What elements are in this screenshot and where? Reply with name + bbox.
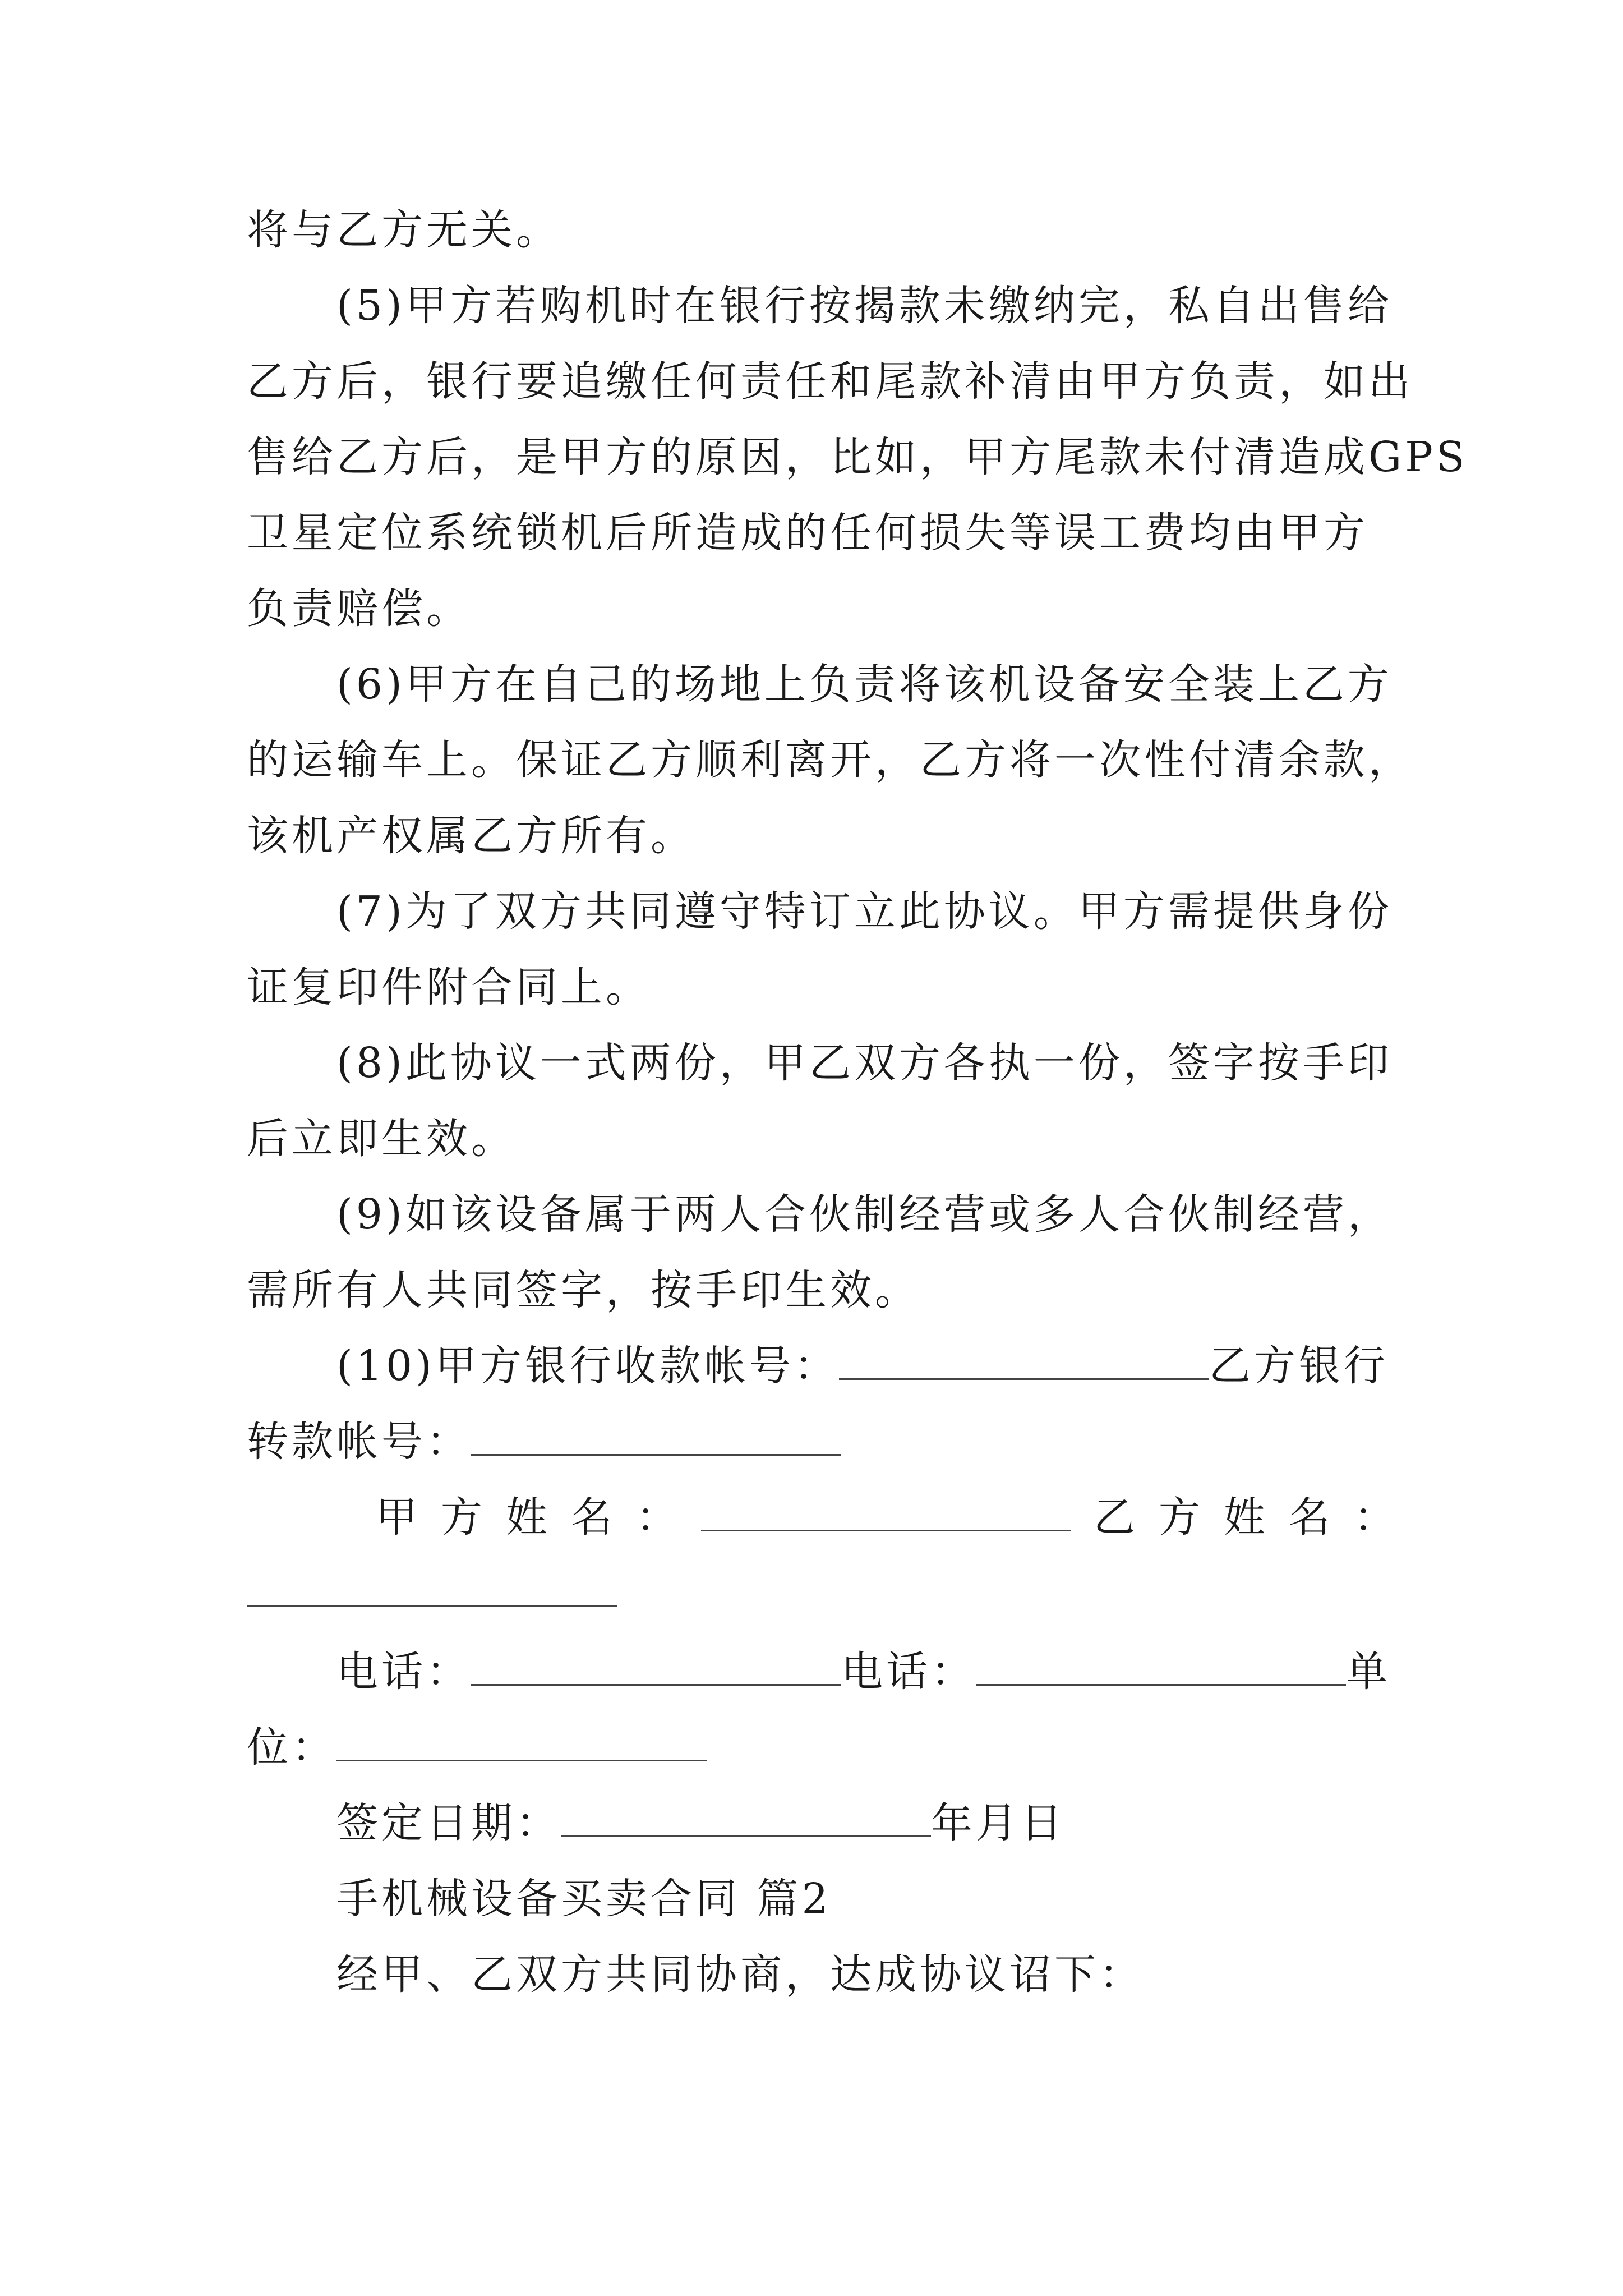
phone-row: [336, 1644, 1391, 1700]
phone-a-blank[interactable]: [471, 1645, 841, 1686]
unit-blank[interactable]: [336, 1720, 707, 1761]
clause-5-line: (5)甲方若购机时在银行按揭款未缴纳完，私自出售给: [336, 282, 1393, 330]
sign-date-suffix: 年月日: [931, 1799, 1066, 1847]
paragraph-line: 该机产权属乙方所有。: [247, 812, 695, 860]
clause-8-line: (8)此协议一式两份，甲乙双方各执一份，签字按手印: [336, 1039, 1393, 1087]
section-2-heading: 手机械设备买卖合同 篇2: [336, 1875, 832, 1923]
bank-account-b-blank[interactable]: [471, 1415, 841, 1456]
unit-label-cont: 位：: [247, 1723, 336, 1772]
sign-date-row: [336, 1795, 1066, 1851]
bank-account-b-row: [247, 1414, 841, 1470]
bank-account-a-label: (10)甲方银行收款帐号：: [336, 1342, 839, 1390]
names-row: [376, 1489, 1419, 1545]
unit-row: [247, 1719, 707, 1775]
paragraph-line: 的运输车上。保证乙方顺利离开，乙方将一次性付清余款，: [247, 736, 1413, 784]
paragraph-line: 需所有人共同签字，按手印生效。: [247, 1266, 920, 1314]
sign-date-blank[interactable]: [561, 1796, 931, 1837]
name-b-blank[interactable]: [247, 1566, 617, 1607]
phone-b-label: 电话：: [841, 1648, 976, 1696]
name-a-blank[interactable]: [701, 1490, 1071, 1531]
clause-6-line: (6)甲方在自己的场地上负责将该机设备安全装上乙方: [336, 660, 1393, 708]
paragraph-line: 负责赔偿。: [247, 585, 471, 633]
bank-account-row: [336, 1338, 1389, 1394]
bank-account-b-label-cont: 转款帐号：: [247, 1418, 471, 1466]
paragraph-line: 将与乙方无关。: [247, 206, 561, 254]
bank-account-a-blank[interactable]: [839, 1339, 1209, 1380]
name-a-label: 甲方姓名：: [376, 1493, 701, 1542]
paragraph-line: 后立即生效。: [247, 1115, 516, 1163]
paragraph-line: 售给乙方后，是甲方的原因，比如，甲方尾款未付清造成GPS: [247, 433, 1468, 481]
phone-a-label: 电话：: [336, 1648, 471, 1696]
unit-label: 单: [1346, 1648, 1391, 1696]
name-b-blank-row: [247, 1565, 617, 1621]
name-b-label: 乙方姓名：: [1094, 1493, 1419, 1542]
clause-9-line: (9)如该设备属于两人合伙制经营或多人合伙制经营，: [336, 1190, 1393, 1239]
clause-7-line: (7)为了双方共同遵守特订立此协议。甲方需提供身份: [336, 887, 1393, 936]
bank-account-b-label: 乙方银行: [1209, 1342, 1389, 1390]
paragraph-line: 证复印件附合同上。: [247, 963, 651, 1011]
phone-b-blank[interactable]: [976, 1645, 1346, 1686]
paragraph-line: 卫星定位系统锁机后所造成的任何损失等误工费均由甲方: [247, 509, 1368, 557]
sign-date-label: 签定日期：: [336, 1799, 561, 1847]
section-2-intro: 经甲、乙双方共同协商，达成协议诏下：: [336, 1950, 1144, 1999]
paragraph-line: 乙方后，银行要追缴任何责任和尾款补清由甲方负责，如出: [247, 357, 1413, 406]
